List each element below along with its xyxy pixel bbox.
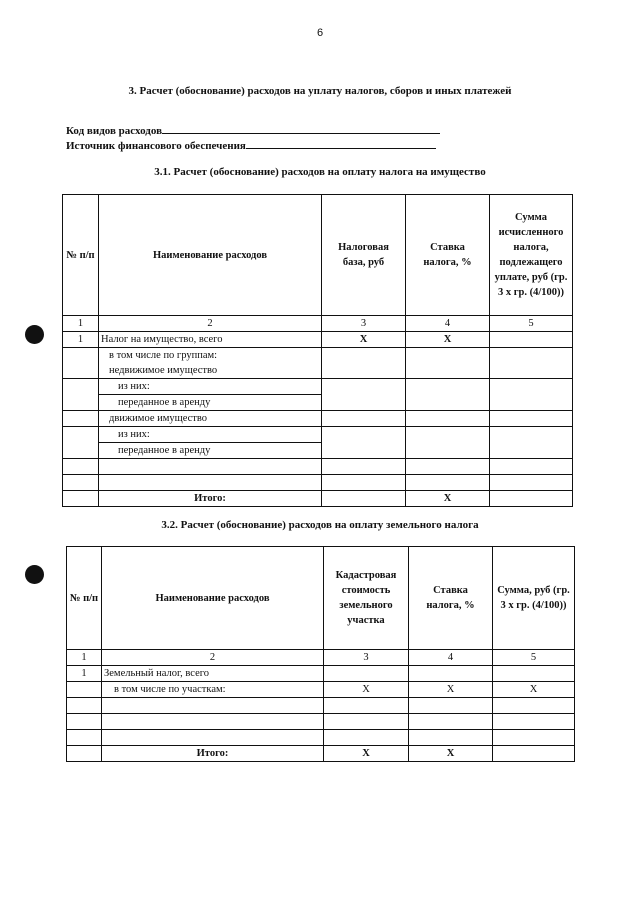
header-sum: Сумма, руб (гр. 3 x гр. (4/100)) [493,547,575,650]
total-row [67,746,575,762]
column-number-row [67,650,575,666]
table-row [63,332,573,348]
col-number-4: 4 [406,316,490,332]
funding-source-underline [246,137,436,149]
total-label: Итого: [102,746,324,762]
table-header-row [67,547,575,650]
row-name: переданное в аренду [99,395,322,411]
row-name: движимое имущество [99,411,322,427]
row-rate: X [409,682,493,698]
section-31-title: 3.1. Расчет (обоснование) расходов на оплату налога на имущество [154,166,486,178]
row-name: из них: [99,427,322,443]
row-name: Налог на имущество, всего [99,332,322,348]
row-sum: X [493,682,575,698]
expense-code-underline [162,122,440,134]
table-row [67,666,575,682]
header-rate: Ставка налога, % [409,547,493,650]
property-tax-table [62,194,573,507]
row-name: из них: [99,379,322,395]
row-name: в том числе по группам: [99,348,322,364]
section-32-title: 3.2. Расчет (обоснование) расходов на оплату земельного налога [161,519,479,531]
table-row [67,682,575,698]
row-cadastral: X [324,682,409,698]
total-rate: X [409,746,493,762]
funding-source-field [66,137,436,152]
col-number-5: 5 [490,316,573,332]
header-cadastral: Кадастровая стоимость земельного участка [324,547,409,650]
land-tax-table [66,546,575,762]
table-row [63,475,573,491]
funding-source-label: Источник финансового обеспечения [66,140,246,152]
row-name: переданное в аренду [99,443,322,459]
row-base: X [322,332,406,348]
table-row [63,459,573,475]
table-row [67,714,575,730]
header-rate: Ставка налога, % [406,195,490,316]
row-num: 1 [67,666,102,682]
table-row [63,348,573,364]
table-row [67,730,575,746]
header-num: № п/п [67,547,102,650]
header-num: № п/п [63,195,99,316]
section-3-title: 3. Расчет (обоснование) расходов на уплату налогов, сборов и иных платежей [128,85,512,97]
row-sum [490,332,573,348]
header-name: Наименование расходов [102,547,324,650]
col-number-1: 1 [67,650,102,666]
total-cadastral: X [324,746,409,762]
header-tax-base: Налоговая база, руб [322,195,406,316]
page-number: 6 [316,27,324,39]
row-name: Земельный налог, всего [102,666,324,682]
row-name: в том числе по участкам: [102,682,324,698]
col-number-3: 3 [324,650,409,666]
col-number-3: 3 [322,316,406,332]
row-rate: X [406,332,490,348]
col-number-2: 2 [99,316,322,332]
table-row [63,427,573,443]
col-number-5: 5 [493,650,575,666]
header-name: Наименование расходов [99,195,322,316]
table-row [63,411,573,427]
expense-code-field [66,122,440,137]
total-label: Итого: [99,491,322,507]
expense-code-label: Код видов расходов [66,125,163,137]
table-header-row [63,195,573,316]
col-number-2: 2 [102,650,324,666]
total-row [63,491,573,507]
total-rate: X [406,491,490,507]
header-sum: Сумма исчисленного налога, подлежащего уплате, руб (гр. 3 x гр. (4/100)) [490,195,573,316]
column-number-row [63,316,573,332]
binder-hole-2 [25,565,44,584]
col-number-4: 4 [409,650,493,666]
row-num: 1 [63,332,99,348]
binder-hole-1 [25,325,44,344]
table-row [67,698,575,714]
table-row [63,379,573,395]
col-number-1: 1 [63,316,99,332]
row-name: недвижимое имущество [99,363,322,379]
